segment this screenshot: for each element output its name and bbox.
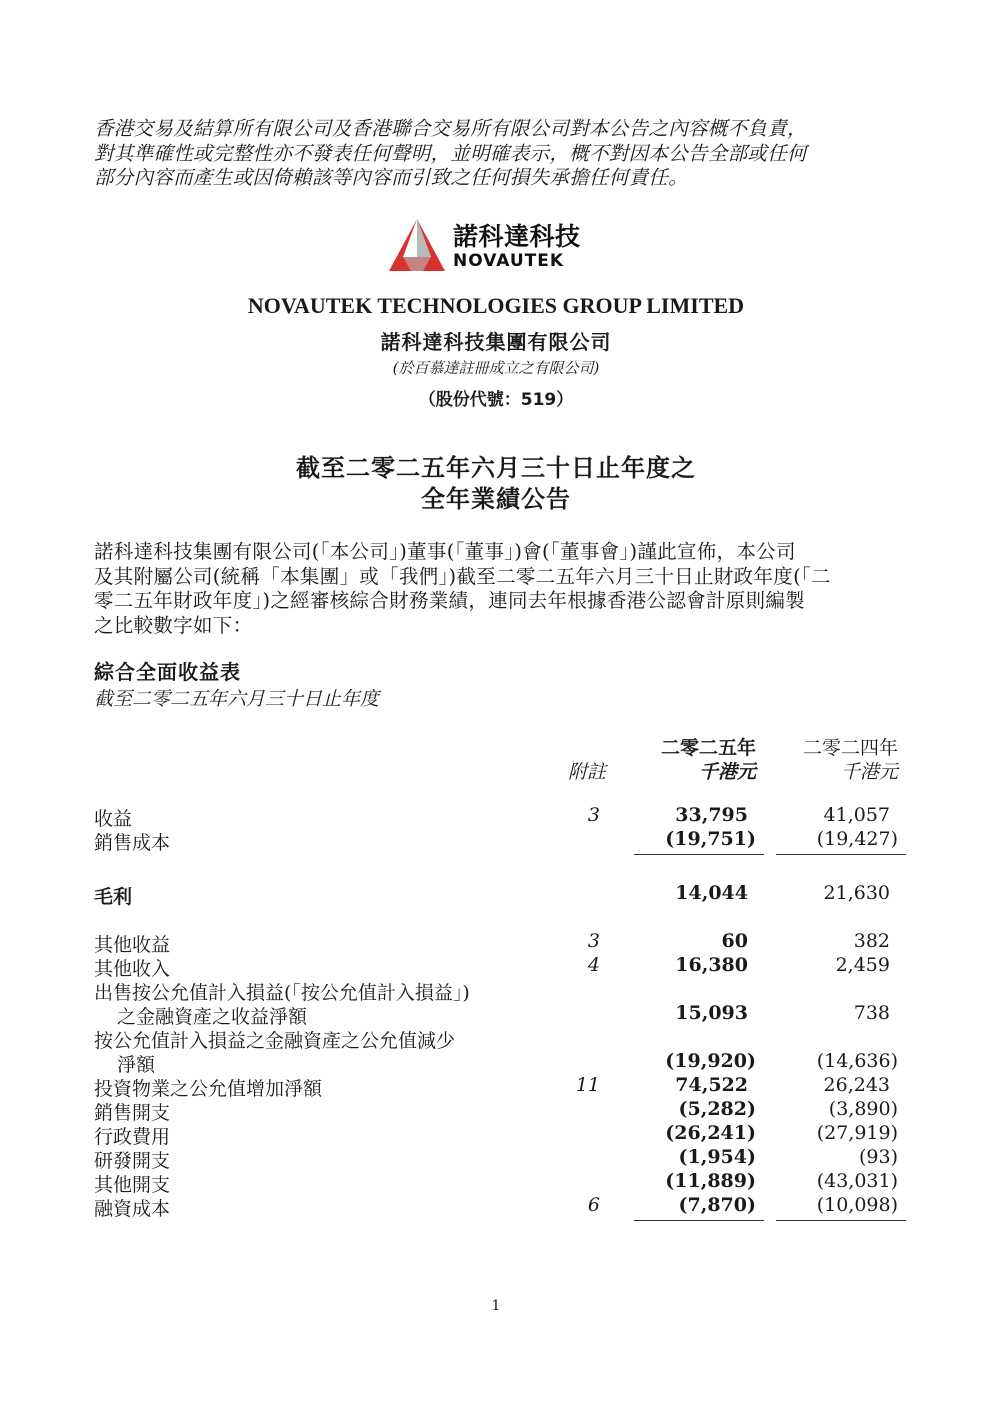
table-row bbox=[0, 1050, 992, 1074]
row-label: 之金融資產之收益淨額 bbox=[117, 1006, 308, 1028]
incorporation-note: (於百慕達註冊成立之有限公司) bbox=[392, 359, 600, 377]
row-value-2025: (19,751) bbox=[665, 828, 756, 850]
subtotal-underline bbox=[634, 854, 764, 855]
row-note: 4 bbox=[587, 954, 600, 976]
table-row bbox=[0, 882, 992, 906]
intro-line: 零二五年財政年度」)之經審核綜合財務業績，連同去年根據香港公認會計原則編製 bbox=[94, 589, 805, 612]
intro-line: 及其附屬公司(統稱「本集團」或「我們」)截至二零二五年六月三十日止財政年度(「二 bbox=[94, 564, 831, 588]
row-label: 其他開支 bbox=[94, 1174, 171, 1196]
table-row bbox=[0, 1194, 992, 1218]
row-label: 其他收益 bbox=[94, 934, 171, 956]
table-row bbox=[0, 1170, 992, 1194]
row-value-2025: 74,522 bbox=[675, 1074, 748, 1096]
row-value-2024: (19,427) bbox=[816, 828, 898, 850]
row-value-2024: 738 bbox=[853, 1002, 890, 1024]
statement-title: 綜合全面收益表 bbox=[94, 660, 241, 684]
table-row bbox=[0, 978, 992, 1002]
row-note: 11 bbox=[575, 1074, 600, 1096]
row-value-2024: 2,459 bbox=[835, 954, 890, 976]
row-label: 按公允值計入損益之金融資產之公允值減少 bbox=[94, 1030, 456, 1052]
row-label: 毛利 bbox=[94, 886, 133, 908]
table-row bbox=[0, 804, 992, 828]
row-value-2024: (43,031) bbox=[816, 1170, 898, 1192]
row-value-2025: (26,241) bbox=[665, 1122, 756, 1144]
row-note: 3 bbox=[587, 930, 600, 952]
disclaimer-line: 部分內容而產生或因倚賴該等內容而引致之任何損失承擔任何責任。 bbox=[94, 166, 689, 189]
table-row bbox=[0, 1146, 992, 1170]
logo-english-text: NOVAUTEK bbox=[453, 251, 565, 271]
announcement-title bbox=[0, 453, 992, 515]
row-label: 行政費用 bbox=[94, 1126, 171, 1148]
row-label: 出售按公允值計入損益(「按公允值計入損益」) bbox=[94, 982, 470, 1004]
row-value-2025: 16,380 bbox=[675, 954, 748, 976]
table-row bbox=[0, 1002, 992, 1026]
row-value-2024: (14,636) bbox=[816, 1050, 898, 1072]
row-note: 3 bbox=[587, 804, 600, 826]
pyramid-logo-icon bbox=[387, 217, 447, 273]
row-label: 投資物業之公允值增加淨額 bbox=[94, 1078, 323, 1100]
row-value-2025: 33,795 bbox=[675, 804, 748, 826]
intro-paragraph bbox=[94, 540, 906, 638]
statement-subtitle: 截至二零二五年六月三十日止年度 bbox=[94, 688, 380, 710]
announcement-title-line: 全年業績公告 bbox=[421, 485, 571, 513]
row-value-2024: (93) bbox=[858, 1146, 898, 1168]
header-unit-2024: 千港元 bbox=[840, 761, 898, 783]
row-value-2024: 41,057 bbox=[823, 804, 890, 826]
table-row bbox=[0, 1074, 992, 1098]
row-label: 銷售開支 bbox=[94, 1102, 171, 1124]
header-year-2025: 二零二五年 bbox=[660, 737, 756, 759]
row-label: 銷售成本 bbox=[94, 832, 171, 854]
announcement-title-line: 截至二零二五年六月三十日止年度之 bbox=[296, 454, 696, 482]
row-label: 融資成本 bbox=[94, 1198, 171, 1220]
row-value-2025: 14,044 bbox=[675, 882, 748, 904]
row-note: 6 bbox=[587, 1194, 600, 1216]
disclaimer bbox=[94, 117, 904, 191]
subtotal-underline bbox=[634, 1220, 764, 1221]
row-value-2024: (27,919) bbox=[816, 1122, 898, 1144]
table-row bbox=[0, 954, 992, 978]
row-value-2025: (5,282) bbox=[678, 1098, 756, 1120]
table-row bbox=[0, 1026, 992, 1050]
table-row bbox=[0, 1122, 992, 1146]
header-year-2024: 二零二四年 bbox=[802, 737, 898, 759]
row-label: 其他收入 bbox=[94, 958, 171, 980]
header-unit-2025: 千港元 bbox=[698, 761, 756, 783]
row-label: 研發開支 bbox=[94, 1150, 171, 1172]
row-value-2024: (3,890) bbox=[828, 1098, 898, 1120]
logo-chinese-text: 諾科達科技 bbox=[453, 222, 581, 251]
subtotal-underline bbox=[776, 854, 906, 855]
row-value-2024: 26,243 bbox=[823, 1074, 890, 1096]
intro-line: 之比較數字如下： bbox=[94, 613, 253, 637]
row-value-2025: (19,920) bbox=[665, 1050, 756, 1072]
row-value-2024: 382 bbox=[853, 930, 890, 952]
row-value-2025: (7,870) bbox=[678, 1194, 756, 1216]
company-name-english: NOVAUTEK TECHNOLOGIES GROUP LIMITED bbox=[247, 293, 745, 318]
company-name-chinese: 諾科達科技集團有限公司 bbox=[380, 330, 612, 354]
row-value-2025: (11,889) bbox=[665, 1170, 756, 1192]
stock-code: （股份代號：519） bbox=[418, 390, 574, 410]
intro-line: 諾科達科技集團有限公司(「本公司」)董事(「董事」)會(「董事會」)謹此宣佈，本公司 bbox=[94, 540, 796, 563]
row-value-2024: 21,630 bbox=[823, 882, 890, 904]
company-logo bbox=[387, 217, 609, 273]
row-value-2025: 15,093 bbox=[675, 1002, 748, 1024]
row-label: 淨額 bbox=[117, 1054, 156, 1076]
row-label: 收益 bbox=[94, 808, 133, 830]
disclaimer-line: 香港交易及結算所有限公司及香港聯合交易所有限公司對本公告之內容概不負責， bbox=[94, 117, 807, 140]
row-value-2025: (1,954) bbox=[678, 1146, 756, 1168]
page-number: 1 bbox=[491, 1298, 501, 1314]
table-row bbox=[0, 1098, 992, 1122]
table-row bbox=[0, 930, 992, 954]
row-value-2025: 60 bbox=[721, 930, 748, 952]
header-notes: 附註 bbox=[568, 761, 607, 783]
row-value-2024: (10,098) bbox=[816, 1194, 898, 1216]
table-row bbox=[0, 828, 992, 852]
subtotal-underline bbox=[776, 1220, 906, 1221]
disclaimer-line: 對其準確性或完整性亦不發表任何聲明，並明確表示，概不對因本公告全部或任何 bbox=[94, 141, 807, 165]
